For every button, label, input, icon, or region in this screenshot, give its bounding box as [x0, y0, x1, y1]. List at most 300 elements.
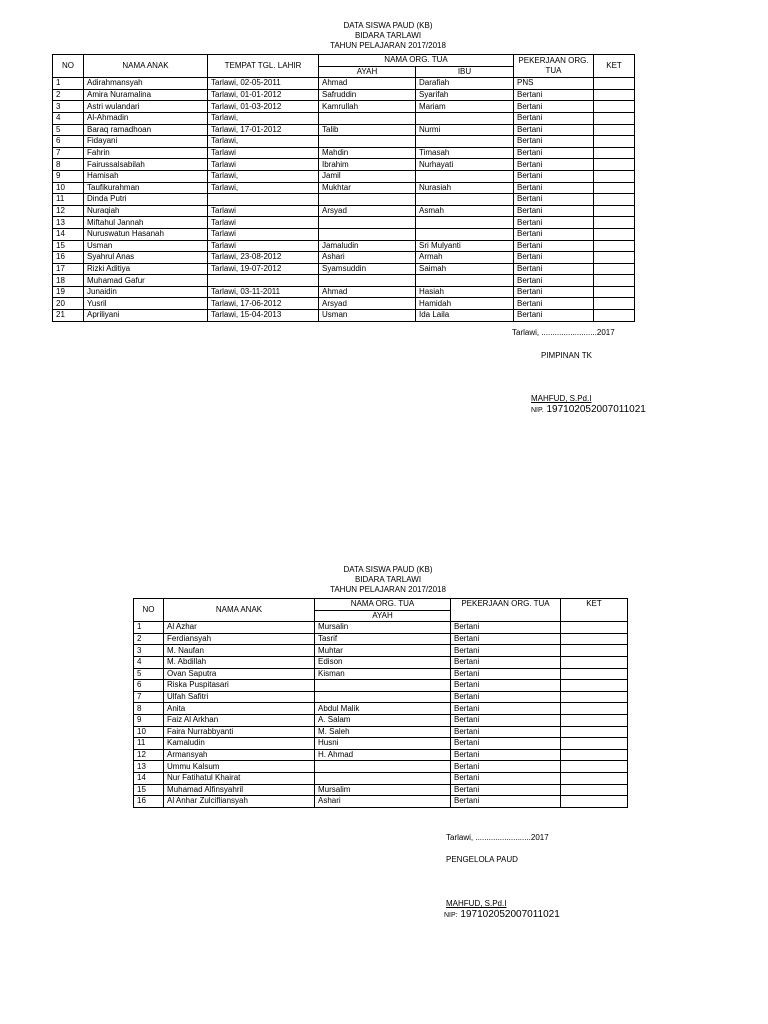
cell-name: Fidayani	[84, 136, 208, 148]
cell-job: Bertani	[514, 228, 594, 240]
table-row	[53, 78, 635, 90]
table-row	[134, 749, 628, 761]
cell-name: Miftahul Jannah	[84, 217, 208, 229]
cell-father: Muhtar	[315, 645, 451, 657]
cell-job: Bertani	[451, 622, 561, 634]
signatory-nip-1	[531, 404, 646, 415]
cell-father: Kisman	[315, 668, 451, 680]
cell-father: Talib	[319, 124, 416, 136]
table-row	[53, 263, 635, 275]
cell-birth: Tarlawi,	[208, 136, 319, 148]
cell-ket	[561, 796, 628, 808]
cell-job: Bertani	[514, 124, 594, 136]
title-line-3: TAHUN PELAJARAN 2017/2018	[330, 585, 446, 594]
cell-no: 5	[134, 668, 164, 680]
cell-name: Nuraqiah	[84, 205, 208, 217]
cell-birth: Tarlawi, 01-01-2012	[208, 89, 319, 101]
cell-name: Ulfah Safitri	[164, 691, 315, 703]
cell-job: Bertani	[514, 89, 594, 101]
cell-name: Kamaludin	[164, 738, 315, 750]
cell-birth: Tarlawi, 15-04-2013	[208, 310, 319, 322]
cell-name: Faiz Al Arkhan	[164, 714, 315, 726]
cell-name: Armansyah	[164, 749, 315, 761]
cell-job: Bertani	[514, 159, 594, 171]
cell-ket	[594, 89, 635, 101]
cell-mother	[416, 112, 514, 124]
table-row	[134, 680, 628, 692]
cell-mother: Mariam	[416, 101, 514, 113]
cell-name: Amira Nuramalina	[84, 89, 208, 101]
nip-value-1: 197102052007011021	[546, 404, 646, 415]
cell-no: 11	[134, 738, 164, 750]
cell-name: Taufikurahman	[84, 182, 208, 194]
cell-no: 17	[53, 263, 84, 275]
nip-label-1: NIP.	[531, 407, 544, 414]
place-date-2: Tarlawi, .........................2017	[446, 833, 549, 842]
cell-no: 16	[53, 252, 84, 264]
cell-name: Fahrin	[84, 147, 208, 159]
cell-mother	[416, 136, 514, 148]
cell-birth: Tarlawi,	[208, 182, 319, 194]
cell-job: Bertani	[451, 680, 561, 692]
cell-no: 4	[53, 112, 84, 124]
table-row	[53, 112, 635, 124]
nip-label-2: NIP:	[444, 912, 458, 919]
table-row	[134, 714, 628, 726]
cell-name: Baraq ramadhoan	[84, 124, 208, 136]
cell-no: 18	[53, 275, 84, 287]
cell-job: PNS	[514, 78, 594, 90]
cell-name: Hamisah	[84, 170, 208, 182]
cell-father: Ahmad	[319, 286, 416, 298]
cell-no: 9	[53, 170, 84, 182]
cell-birth: Tarlawi,	[208, 170, 319, 182]
title-line-1: DATA SISWA PAUD (KB)	[343, 21, 433, 30]
cell-job: Bertani	[451, 703, 561, 715]
cell-job: Bertani	[451, 796, 561, 808]
cell-birth: Tarlawi,	[208, 112, 319, 124]
cell-birth: Tarlawi	[208, 228, 319, 240]
cell-job: Bertani	[514, 298, 594, 310]
cell-ket	[561, 761, 628, 773]
title-line-1: DATA SISWA PAUD (KB)	[343, 565, 433, 574]
cell-father	[319, 217, 416, 229]
cell-no: 14	[53, 228, 84, 240]
cell-no: 8	[53, 159, 84, 171]
cell-father: Jamil	[319, 170, 416, 182]
header-father: AYAH	[315, 610, 451, 622]
cell-father: Mursalin	[315, 622, 451, 634]
cell-father: Mukhtar	[319, 182, 416, 194]
cell-father	[315, 691, 451, 703]
cell-no: 13	[134, 761, 164, 773]
cell-no: 2	[134, 633, 164, 645]
title-line-2: BIDARA TARLAWI	[354, 31, 422, 40]
cell-birth: Tarlawi	[208, 240, 319, 252]
table-row	[134, 668, 628, 680]
cell-job: Bertani	[514, 147, 594, 159]
header-no: NO	[134, 599, 164, 622]
cell-ket	[594, 310, 635, 322]
cell-no: 12	[134, 749, 164, 761]
cell-mother: Hasiah	[416, 286, 514, 298]
cell-father: Abdul Malik	[315, 703, 451, 715]
cell-mother	[416, 194, 514, 206]
cell-father	[315, 772, 451, 784]
cell-mother	[416, 275, 514, 287]
cell-father	[315, 761, 451, 773]
cell-mother: Darafiah	[416, 78, 514, 90]
cell-no: 11	[53, 194, 84, 206]
cell-no: 13	[53, 217, 84, 229]
cell-ket	[594, 147, 635, 159]
cell-father: Kamrullah	[319, 101, 416, 113]
table-row	[134, 633, 628, 645]
header-birth: TEMPAT TGL. LAHIR	[208, 55, 319, 78]
cell-mother: Sri Mulyanti	[416, 240, 514, 252]
cell-father: Ashari	[315, 796, 451, 808]
table-row	[134, 703, 628, 715]
cell-name: Astri wulandari	[84, 101, 208, 113]
cell-father: Tasrif	[315, 633, 451, 645]
cell-birth	[208, 194, 319, 206]
cell-ket	[594, 112, 635, 124]
cell-father: Ahmad	[319, 78, 416, 90]
cell-ket	[594, 263, 635, 275]
cell-birth: Tarlawi, 02-05-2011	[208, 78, 319, 90]
section2-title	[0, 565, 768, 595]
cell-name: Al Azhar	[164, 622, 315, 634]
cell-birth: Tarlawi, 17-06-2012	[208, 298, 319, 310]
cell-name: Al-Ahmadin	[84, 112, 208, 124]
cell-birth: Tarlawi, 19-07-2012	[208, 263, 319, 275]
cell-mother: Saimah	[416, 263, 514, 275]
cell-ket	[594, 78, 635, 90]
cell-no: 1	[134, 622, 164, 634]
table-row	[134, 784, 628, 796]
cell-ket	[594, 240, 635, 252]
cell-mother	[416, 170, 514, 182]
cell-no: 9	[134, 714, 164, 726]
cell-ket	[561, 645, 628, 657]
table-row	[53, 170, 635, 182]
cell-ket	[594, 298, 635, 310]
cell-father	[319, 194, 416, 206]
table-row	[134, 761, 628, 773]
table-row	[53, 124, 635, 136]
table-row	[53, 101, 635, 113]
cell-ket	[594, 194, 635, 206]
cell-mother: Nurasiah	[416, 182, 514, 194]
cell-name: Usman	[84, 240, 208, 252]
table-row	[53, 182, 635, 194]
cell-name: Adirahmansyah	[84, 78, 208, 90]
cell-ket	[594, 182, 635, 194]
cell-father	[319, 136, 416, 148]
cell-name: Faira Nurrabbyanti	[164, 726, 315, 738]
cell-mother: Armah	[416, 252, 514, 264]
table-row	[134, 691, 628, 703]
cell-name: M. Naufan	[164, 645, 315, 657]
cell-birth: Tarlawi, 23-08-2012	[208, 252, 319, 264]
table-row	[53, 89, 635, 101]
student-table-2	[133, 598, 628, 808]
cell-job: Bertani	[514, 182, 594, 194]
cell-name: Nur Fatihatul Khairat	[164, 772, 315, 784]
cell-no: 20	[53, 298, 84, 310]
cell-job: Bertani	[451, 738, 561, 750]
cell-no: 10	[53, 182, 84, 194]
cell-no: 12	[53, 205, 84, 217]
cell-no: 16	[134, 796, 164, 808]
cell-job: Bertani	[451, 645, 561, 657]
cell-ket	[594, 159, 635, 171]
table-row	[53, 159, 635, 171]
cell-no: 7	[134, 691, 164, 703]
cell-birth: Tarlawi	[208, 205, 319, 217]
cell-ket	[561, 633, 628, 645]
cell-no: 10	[134, 726, 164, 738]
cell-name: Muhamad Alfinsyahril	[164, 784, 315, 796]
header-name: NAMA ANAK	[164, 599, 315, 622]
title-line-3: TAHUN PELAJARAN 2017/2018	[330, 41, 446, 50]
cell-birth: Tarlawi, 17-01-2012	[208, 124, 319, 136]
cell-birth: Tarlawi	[208, 217, 319, 229]
cell-mother	[416, 228, 514, 240]
signatory-name-2: MAHFUD, S.Pd.I	[446, 899, 507, 908]
table-row	[53, 194, 635, 206]
header-job: PEKERJAAN ORG. TUA	[451, 599, 561, 622]
cell-ket	[561, 622, 628, 634]
header-parents: NAMA ORG. TUA	[315, 599, 451, 611]
cell-no: 8	[134, 703, 164, 715]
cell-father: Usman	[319, 310, 416, 322]
cell-ket	[594, 136, 635, 148]
cell-father: Ashari	[319, 252, 416, 264]
header-ket: KET	[594, 55, 635, 78]
cell-mother: Timasah	[416, 147, 514, 159]
student-table-1	[52, 54, 635, 322]
cell-ket	[561, 726, 628, 738]
cell-ket	[594, 228, 635, 240]
cell-job: Bertani	[451, 691, 561, 703]
cell-ket	[561, 680, 628, 692]
cell-job: Bertani	[451, 761, 561, 773]
section1-title	[0, 21, 768, 51]
cell-name: Al Anhar Zulcifliansyah	[164, 796, 315, 808]
cell-ket	[561, 784, 628, 796]
cell-job: Bertani	[514, 101, 594, 113]
cell-ket	[594, 217, 635, 229]
cell-ket	[594, 101, 635, 113]
table-row	[53, 205, 635, 217]
signatory-role-2: PENGELOLA PAUD	[446, 855, 518, 864]
cell-father: Mahdin	[319, 147, 416, 159]
cell-name: Riska Puspitasari	[164, 680, 315, 692]
cell-name: Syahrul Anas	[84, 252, 208, 264]
cell-mother: Hamidah	[416, 298, 514, 310]
cell-no: 14	[134, 772, 164, 784]
cell-no: 2	[53, 89, 84, 101]
table-row	[134, 656, 628, 668]
table-row	[134, 796, 628, 808]
cell-mother	[416, 217, 514, 229]
cell-job: Bertani	[514, 136, 594, 148]
signatory-role-1: PIMPINAN TK	[541, 351, 592, 360]
cell-ket	[561, 749, 628, 761]
cell-no: 19	[53, 286, 84, 298]
cell-job: Bertani	[514, 310, 594, 322]
table-row	[134, 645, 628, 657]
cell-father: Syamsuddin	[319, 263, 416, 275]
header-no: NO	[53, 55, 84, 78]
header-mother: IBU	[416, 66, 514, 78]
cell-ket	[561, 738, 628, 750]
cell-no: 6	[134, 680, 164, 692]
cell-father: M. Saleh	[315, 726, 451, 738]
cell-birth: Tarlawi	[208, 159, 319, 171]
cell-no: 3	[53, 101, 84, 113]
cell-name: Junaidin	[84, 286, 208, 298]
cell-no: 15	[53, 240, 84, 252]
header-ket: KET	[561, 599, 628, 622]
cell-father: Safruddin	[319, 89, 416, 101]
cell-job: Bertani	[514, 205, 594, 217]
cell-ket	[594, 205, 635, 217]
cell-father: Ibrahim	[319, 159, 416, 171]
cell-name: Ummu Kalsum	[164, 761, 315, 773]
cell-birth: Tarlawi	[208, 147, 319, 159]
header-job: PEKERJAAN ORG. TUA	[514, 55, 594, 78]
header-parents: NAMA ORG. TUA	[319, 55, 514, 67]
cell-father	[319, 112, 416, 124]
table-row	[53, 136, 635, 148]
cell-name: Rizki Aditiya	[84, 263, 208, 275]
cell-no: 7	[53, 147, 84, 159]
cell-father: Jamaludin	[319, 240, 416, 252]
table-row	[53, 240, 635, 252]
cell-ket	[561, 714, 628, 726]
cell-job: Bertani	[451, 714, 561, 726]
cell-ket	[594, 124, 635, 136]
cell-job: Bertani	[451, 668, 561, 680]
cell-no: 5	[53, 124, 84, 136]
cell-no: 4	[134, 656, 164, 668]
cell-ket	[594, 275, 635, 287]
cell-mother: Syarifah	[416, 89, 514, 101]
cell-name: Ferdiansyah	[164, 633, 315, 645]
signatory-name-1: MAHFUD, S.Pd.I	[531, 394, 592, 403]
cell-no: 21	[53, 310, 84, 322]
cell-no: 6	[53, 136, 84, 148]
cell-name: Dinda Putri	[84, 194, 208, 206]
cell-job: Bertani	[514, 217, 594, 229]
cell-name: Apriliyani	[84, 310, 208, 322]
cell-father: H. Ahmad	[315, 749, 451, 761]
cell-job: Bertani	[514, 112, 594, 124]
cell-name: Nuruswatun Hasanah	[84, 228, 208, 240]
cell-name: Muhamad Gafur	[84, 275, 208, 287]
table-row	[53, 286, 635, 298]
table-row	[134, 622, 628, 634]
table-row	[134, 738, 628, 750]
cell-job: Bertani	[451, 772, 561, 784]
cell-name: Anita	[164, 703, 315, 715]
cell-ket	[594, 252, 635, 264]
cell-ket	[561, 691, 628, 703]
cell-ket	[561, 703, 628, 715]
cell-job: Bertani	[514, 275, 594, 287]
table-row	[134, 772, 628, 784]
cell-no: 15	[134, 784, 164, 796]
cell-mother: Ida Laila	[416, 310, 514, 322]
table-row	[53, 147, 635, 159]
table-row	[53, 228, 635, 240]
cell-name: Fairussalsabilah	[84, 159, 208, 171]
cell-job: Bertani	[514, 170, 594, 182]
cell-birth: Tarlawi, 01-03-2012	[208, 101, 319, 113]
cell-job: Bertani	[514, 240, 594, 252]
cell-name: Yusril	[84, 298, 208, 310]
cell-father: Arsyad	[319, 205, 416, 217]
cell-father: Arsyad	[319, 298, 416, 310]
cell-ket	[594, 286, 635, 298]
cell-ket	[561, 772, 628, 784]
table-row	[53, 217, 635, 229]
table-row	[53, 310, 635, 322]
cell-no: 1	[53, 78, 84, 90]
cell-job: Bertani	[451, 726, 561, 738]
cell-father: A. Salam	[315, 714, 451, 726]
nip-value-2: 197102052007011021	[460, 909, 560, 920]
cell-name: Ovan Saputra	[164, 668, 315, 680]
cell-father: Husni	[315, 738, 451, 750]
cell-father	[319, 275, 416, 287]
cell-mother: Nurhayati	[416, 159, 514, 171]
cell-ket	[594, 170, 635, 182]
table-row	[134, 726, 628, 738]
cell-ket	[561, 668, 628, 680]
cell-father	[319, 228, 416, 240]
place-date-1: Tarlawi, .........................2017	[512, 328, 615, 337]
cell-no: 3	[134, 645, 164, 657]
cell-job: Bertani	[514, 263, 594, 275]
cell-name: M. Abdillah	[164, 656, 315, 668]
cell-birth	[208, 275, 319, 287]
cell-job: Bertani	[514, 194, 594, 206]
cell-job: Bertani	[451, 784, 561, 796]
cell-mother: Asmah	[416, 205, 514, 217]
cell-mother: Nurmi	[416, 124, 514, 136]
header-name: NAMA ANAK	[84, 55, 208, 78]
cell-job: Bertani	[514, 286, 594, 298]
header-father: AYAH	[319, 66, 416, 78]
cell-father	[315, 680, 451, 692]
title-line-2: BIDARA TARLAWI	[354, 575, 422, 584]
cell-job: Bertani	[451, 749, 561, 761]
cell-father: Mursalim	[315, 784, 451, 796]
cell-job: Bertani	[514, 252, 594, 264]
cell-job: Bertani	[451, 656, 561, 668]
table-row	[53, 298, 635, 310]
cell-birth: Tarlawi, 03-11-2011	[208, 286, 319, 298]
cell-job: Bertani	[451, 633, 561, 645]
table-row	[53, 252, 635, 264]
cell-father: Edison	[315, 656, 451, 668]
cell-ket	[561, 656, 628, 668]
signatory-nip-2	[444, 909, 560, 920]
table-row	[53, 275, 635, 287]
